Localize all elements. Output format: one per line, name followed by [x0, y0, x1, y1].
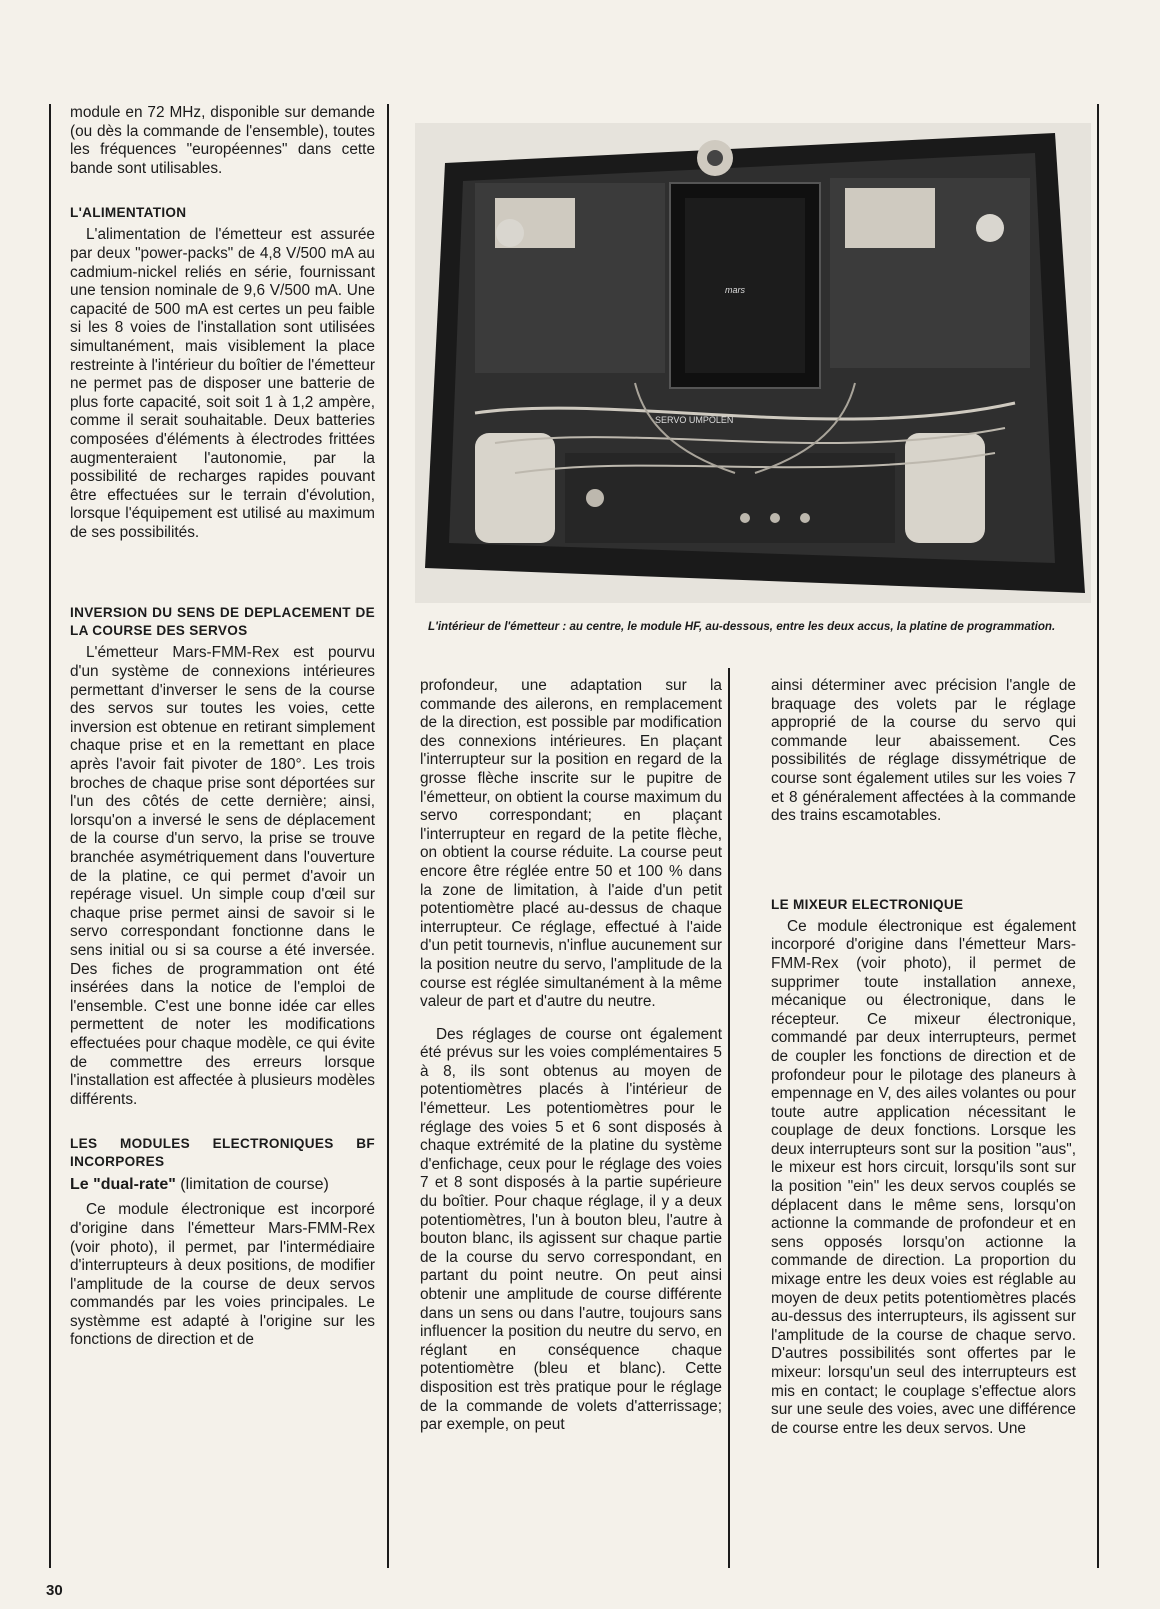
heading-modules: LES MODULES ELECTRONIQUES BF INCORPORES	[70, 1136, 375, 1170]
photo-caption: L'intérieur de l'émetteur : au centre, le module HF, au-dessous, entre les deux accus, la platine de programmation.	[428, 620, 1056, 633]
module-brand-text: mars	[725, 285, 745, 295]
dual-rate-bold: Le "dual-rate"	[70, 1176, 176, 1194]
column-1	[70, 104, 375, 1350]
heading-alimentation: L'ALIMENTATION	[70, 205, 187, 221]
photo-illustration	[415, 123, 1091, 603]
rule-col2-col3	[728, 668, 730, 1568]
page-number: 30	[46, 1582, 63, 1599]
rule-col1-col2	[387, 104, 389, 1568]
heading-mixeur: LE MIXEUR ELECTRONIQUE	[771, 896, 964, 912]
transmitter-interior-photo	[415, 123, 1091, 603]
subheading-dual-rate	[70, 1175, 375, 1195]
column-3	[771, 677, 1076, 1438]
rule-right	[1097, 104, 1099, 1568]
dual-rate-rest: (limitation de course)	[175, 1176, 329, 1194]
paragraph-col2-1: profondeur, une adaptation sur la commande des ailerons, en remplacement de la direction, est possible par modification des connexions intérieures. En plaçant l'interrupteur sur la position en regard de la grosse flèche inscrite sur le pupitre de l'émetteur, on obtient la course maximum du servo correspondant; en plaçant l'interrupteur en regard de la petite flèche, on obtient la course réduite. La course peut encore être réglée entre 50 et 100 % dans la zone de limitation, à l'aide d'un petit potentiomètre placé au-dessus de chaque interrupteur. Ce réglage, effectué à l'aide d'un petit tournevis, n'influe aucunement sur la position neutre du servo, l'amplitude de la course est réglée simultanément à la même valeur de part et d'autre du neutre.	[420, 677, 722, 1011]
paragraph-dual-rate: Ce module électronique est incorporé d'origine dans l'émetteur Mars-FMM-Rex (voir photo), il permet, par l'intermédiaire d'interrupteurs à deux positions, de modifier l'amplitude de la course de deux servos commandés par les voies principales. Le systèmme est adapté à l'origine sur les fonctions de direction et de	[70, 1201, 375, 1349]
paragraph-inversion: L'émetteur Mars-FMM-Rex est pourvu d'un système de connexions intérieures permettant d'inverser le sens de la course des servos sur toutes les voies, cette inversion est obtenue en retirant simplement chaque prise et en la remettant en place après l'avoir fait pivoter de 180°. Les trois broches de chaque prise sont déportées sur l'un des côtés de cette dernière; ainsi, lorsqu'on a inversé le sens de déplacement de la course d'un servo, la prise se trouve branchée asymétriquement dans l'ouverture de la platine, ce qui permet d'avoir un repérage visuel. Un simple coup d'œil sur chaque prise permet ainsi de savoir si le servo correspondant fonctionne dans le sens initial ou si sa course a été inversée. Des fiches de programmation ont été insérées dans la notice de l'emploi de l'ensemble. C'est une bonne idée car elles permettent de noter les modifications effectuées pour chaque modèle, ce qui évite de commettre des erreurs lorsque l'installation est affectée à plusieurs modèles différents.	[70, 644, 375, 1108]
paragraph-alimentation: L'alimentation de l'émetteur est assurée par deux "power-packs" de 4,8 V/500 mA au cadmium-nickel reliés en série, fournissant une tension nominale de 9,6 V/500 mA. Une capacité de 500 mA est certes un peu faible si les 8 voies de l'installation sont utilisées simultanément, mais visiblement la place restreinte à l'intérieur du boîtier de l'émetteur ne permet pas de disposer une batterie de plus forte capacité, soit soit 1 à 1,2 ampère, comme il serait souhaitable. Deux batteries composées d'éléments à électrodes frittées augmenteraient l'autonomie, par la possibilité de recharges rapides pouvant être effectuées sur le terrain d'évolution, lorsque l'équipement est utilisé au maximum de ses possibilités.	[70, 226, 375, 541]
column-2	[420, 677, 722, 1435]
paragraph-mixeur: Ce module électronique est également incorporé d'origine dans l'émetteur Mars-FMM-Rex (voir photo), il permet de supprimer toute installation annexe, mécanique ou électronique, dans le récepteur. Ce mixeur électronique, commandé par deux interrupteurs, permet de coupler les fonctions de direction et de profondeur pour le pilotage des planeurs à empennage en V, des ailes volantes ou pour toute autre application nécessitant le couplage de deux fonctions. Lorsque les deux interrupteurs sont sur la position "aus", le mixeur est hors circuit, lorsqu'ils sont sur la position "ein" les deux servos couplés se déplacent dans le même sens, lorsqu'on actionne la commande de profondeur et en sens opposés lorsqu'on actionne la commande de direction. La proportion du mixage entre les deux voies est réglable au moyen de deux petits potentiomètres placés au-dessus des interrupteurs, ils agissent sur l'amplitude de la course de chaque servo. D'autres possibilités sont offertes par le mixeur: lorsqu'un seul des interrupteurs est mis en contact; le couplage s'effectue alors sur une seule des voies, avec une différence de course entre les deux servos. Une	[771, 917, 1076, 1437]
intro-paragraph: module en 72 MHz, disponible sur demande (ou dès la commande de l'ensemble), toutes les fréquences "européennes" dans cette bande sont utilisables.	[70, 104, 375, 177]
rule-left	[49, 104, 51, 1568]
paragraph-col2-2: Des réglages de course ont également été prévus sur les voies complémentaires 5 à 8, ils sont obtenus au moyen de potentiomètres placés à l'intérieur de l'émetteur. Les potentiomètres pour le réglage des voies 5 et 6 sont disposés à chaque extrémité de la platine du système d'enfichage, ceux pour le réglage des voies 7 et 8 sont disposés à la partie supérieure du boîtier. Pour chaque réglage, il y a deux potentiomètres, l'un à bouton bleu, l'autre à bouton blanc, ils agissent sur chaque partie de la course du servo correspondant, en partant du point neutre. On peut ainsi obtenir une amplitude de course différente dans un sens ou dans l'autre, toujours sans influencer la position du neutre du servo, en réglant en conséquence chaque potentiomètre (bleu et blanc). Cette disposition est très pratique pour le réglage de la commande de volets d'atterrissage; par exemple, on peut	[420, 1025, 722, 1434]
heading-inversion: INVERSION DU SENS DE DEPLACEMENT DE LA COURSE DES SERVOS	[70, 605, 375, 639]
paragraph-col3-1: ainsi déterminer avec précision l'angle de braquage des volets par le réglage approprié de la course du servo qui commande leur abaissement. Ces possibilités de réglage dissymétrique de course sont également utiles sur les voies 7 et 8 généralement affectées à la commande des trains escamotables.	[771, 677, 1076, 825]
servo-umpolen-label: SERVO UMPOLEN	[655, 415, 734, 425]
